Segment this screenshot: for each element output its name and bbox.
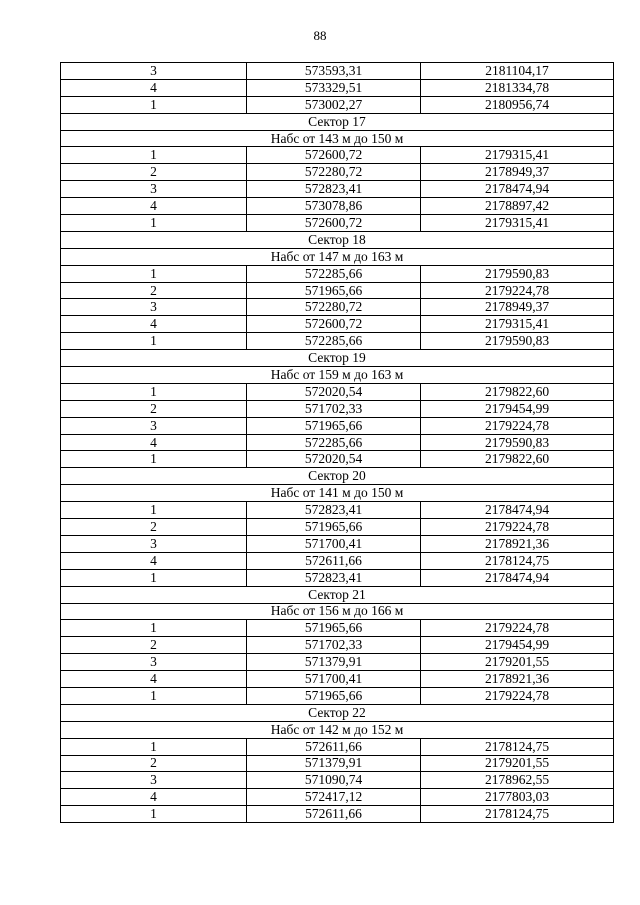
y-coordinate: 2178949,37	[421, 299, 614, 316]
point-number: 1	[61, 96, 247, 113]
x-coordinate: 571965,66	[247, 620, 421, 637]
point-number: 1	[61, 687, 247, 704]
point-number: 3	[61, 299, 247, 316]
sector-title: Сектор 17	[61, 113, 614, 130]
y-coordinate: 2179590,83	[421, 265, 614, 282]
point-number: 3	[61, 772, 247, 789]
table-row	[61, 79, 614, 96]
table-row	[61, 519, 614, 536]
point-number: 1	[61, 738, 247, 755]
point-number: 2	[61, 755, 247, 772]
x-coordinate: 571700,41	[247, 535, 421, 552]
x-coordinate: 572285,66	[247, 434, 421, 451]
sector-title: Сектор 21	[61, 586, 614, 603]
y-coordinate: 2178962,55	[421, 772, 614, 789]
table-row	[61, 417, 614, 434]
x-coordinate: 571379,91	[247, 755, 421, 772]
sector-title: Сектор 19	[61, 350, 614, 367]
point-number: 4	[61, 198, 247, 215]
table-row	[61, 96, 614, 113]
x-coordinate: 573329,51	[247, 79, 421, 96]
point-number: 1	[61, 333, 247, 350]
sector-title: Сектор 18	[61, 231, 614, 248]
y-coordinate: 2178474,94	[421, 502, 614, 519]
point-number: 1	[61, 147, 247, 164]
y-coordinate: 2179201,55	[421, 755, 614, 772]
x-coordinate: 571700,41	[247, 671, 421, 688]
y-coordinate: 2179454,99	[421, 400, 614, 417]
y-coordinate: 2179201,55	[421, 654, 614, 671]
y-coordinate: 2178474,94	[421, 181, 614, 198]
point-number: 3	[61, 535, 247, 552]
point-number: 4	[61, 789, 247, 806]
table-row	[61, 434, 614, 451]
table-row	[61, 451, 614, 468]
height-range-row	[61, 130, 614, 147]
y-coordinate: 2179590,83	[421, 434, 614, 451]
table-row	[61, 671, 614, 688]
table-row	[61, 552, 614, 569]
sector-title-row	[61, 468, 614, 485]
height-range: Набс от 141 м до 150 м	[61, 485, 614, 502]
y-coordinate: 2178124,75	[421, 806, 614, 823]
y-coordinate: 2178124,75	[421, 552, 614, 569]
point-number: 4	[61, 671, 247, 688]
height-range: Набс от 159 м до 163 м	[61, 367, 614, 384]
sector-title-row	[61, 350, 614, 367]
table-row	[61, 316, 614, 333]
table-row	[61, 400, 614, 417]
point-number: 4	[61, 434, 247, 451]
point-number: 3	[61, 654, 247, 671]
table-row	[61, 502, 614, 519]
y-coordinate: 2179454,99	[421, 637, 614, 654]
x-coordinate: 572823,41	[247, 181, 421, 198]
point-number: 3	[61, 417, 247, 434]
point-number: 1	[61, 265, 247, 282]
x-coordinate: 572823,41	[247, 502, 421, 519]
x-coordinate: 571379,91	[247, 654, 421, 671]
x-coordinate: 572285,66	[247, 265, 421, 282]
point-number: 2	[61, 519, 247, 536]
x-coordinate: 571090,74	[247, 772, 421, 789]
point-number: 3	[61, 181, 247, 198]
x-coordinate: 573593,31	[247, 63, 421, 80]
point-number: 4	[61, 79, 247, 96]
y-coordinate: 2179822,60	[421, 451, 614, 468]
sector-title: Сектор 20	[61, 468, 614, 485]
point-number: 2	[61, 637, 247, 654]
x-coordinate: 572611,66	[247, 552, 421, 569]
x-coordinate: 571965,66	[247, 282, 421, 299]
y-coordinate: 2178921,36	[421, 535, 614, 552]
point-number: 1	[61, 620, 247, 637]
y-coordinate: 2179224,78	[421, 687, 614, 704]
x-coordinate: 572020,54	[247, 451, 421, 468]
table-row	[61, 299, 614, 316]
y-coordinate: 2179590,83	[421, 333, 614, 350]
y-coordinate: 2181104,17	[421, 63, 614, 80]
height-range-row	[61, 603, 614, 620]
point-number: 1	[61, 215, 247, 232]
table-row	[61, 333, 614, 350]
point-number: 1	[61, 569, 247, 586]
x-coordinate: 572280,72	[247, 164, 421, 181]
height-range: Набс от 156 м до 166 м	[61, 603, 614, 620]
x-coordinate: 572285,66	[247, 333, 421, 350]
table-row	[61, 265, 614, 282]
table-row	[61, 738, 614, 755]
height-range-row	[61, 485, 614, 502]
x-coordinate: 571965,66	[247, 417, 421, 434]
point-number: 4	[61, 316, 247, 333]
point-number: 3	[61, 63, 247, 80]
x-coordinate: 571702,33	[247, 400, 421, 417]
table-row	[61, 164, 614, 181]
table-row	[61, 654, 614, 671]
y-coordinate: 2179822,60	[421, 383, 614, 400]
point-number: 4	[61, 552, 247, 569]
y-coordinate: 2178124,75	[421, 738, 614, 755]
height-range-row	[61, 367, 614, 384]
x-coordinate: 571702,33	[247, 637, 421, 654]
coordinates-table-body	[61, 63, 614, 823]
table-row	[61, 637, 614, 654]
sector-title-row	[61, 113, 614, 130]
x-coordinate: 573002,27	[247, 96, 421, 113]
table-row	[61, 789, 614, 806]
height-range-row	[61, 248, 614, 265]
y-coordinate: 2178921,36	[421, 671, 614, 688]
x-coordinate: 571965,66	[247, 519, 421, 536]
table-row	[61, 198, 614, 215]
y-coordinate: 2179315,41	[421, 316, 614, 333]
point-number: 2	[61, 400, 247, 417]
table-row	[61, 383, 614, 400]
x-coordinate: 573078,86	[247, 198, 421, 215]
point-number: 2	[61, 282, 247, 299]
x-coordinate: 572611,66	[247, 738, 421, 755]
coordinates-table	[60, 62, 614, 823]
y-coordinate: 2179224,78	[421, 417, 614, 434]
x-coordinate: 572823,41	[247, 569, 421, 586]
y-coordinate: 2180956,74	[421, 96, 614, 113]
y-coordinate: 2179315,41	[421, 215, 614, 232]
y-coordinate: 2178474,94	[421, 569, 614, 586]
x-coordinate: 572417,12	[247, 789, 421, 806]
y-coordinate: 2178897,42	[421, 198, 614, 215]
table-row	[61, 535, 614, 552]
sector-title: Сектор 22	[61, 704, 614, 721]
x-coordinate: 572280,72	[247, 299, 421, 316]
table-row	[61, 620, 614, 637]
height-range: Набс от 142 м до 152 м	[61, 721, 614, 738]
table-row	[61, 181, 614, 198]
x-coordinate: 572611,66	[247, 806, 421, 823]
table-row	[61, 569, 614, 586]
height-range: Набс от 147 м до 163 м	[61, 248, 614, 265]
sector-title-row	[61, 704, 614, 721]
x-coordinate: 572600,72	[247, 215, 421, 232]
table-row	[61, 755, 614, 772]
y-coordinate: 2179224,78	[421, 282, 614, 299]
page-number: 88	[313, 28, 327, 43]
point-number: 1	[61, 451, 247, 468]
table-row	[61, 806, 614, 823]
y-coordinate: 2178949,37	[421, 164, 614, 181]
height-range: Набс от 143 м до 150 м	[61, 130, 614, 147]
y-coordinate: 2179224,78	[421, 620, 614, 637]
point-number: 1	[61, 502, 247, 519]
table-row	[61, 772, 614, 789]
table-row	[61, 63, 614, 80]
point-number: 2	[61, 164, 247, 181]
y-coordinate: 2179224,78	[421, 519, 614, 536]
point-number: 1	[61, 383, 247, 400]
x-coordinate: 572600,72	[247, 147, 421, 164]
y-coordinate: 2179315,41	[421, 147, 614, 164]
x-coordinate: 571965,66	[247, 687, 421, 704]
x-coordinate: 572600,72	[247, 316, 421, 333]
sector-title-row	[61, 586, 614, 603]
sector-title-row	[61, 231, 614, 248]
table-row	[61, 215, 614, 232]
x-coordinate: 572020,54	[247, 383, 421, 400]
table-row	[61, 687, 614, 704]
height-range-row	[61, 721, 614, 738]
point-number: 1	[61, 806, 247, 823]
table-row	[61, 282, 614, 299]
y-coordinate: 2181334,78	[421, 79, 614, 96]
table-row	[61, 147, 614, 164]
y-coordinate: 2177803,03	[421, 789, 614, 806]
